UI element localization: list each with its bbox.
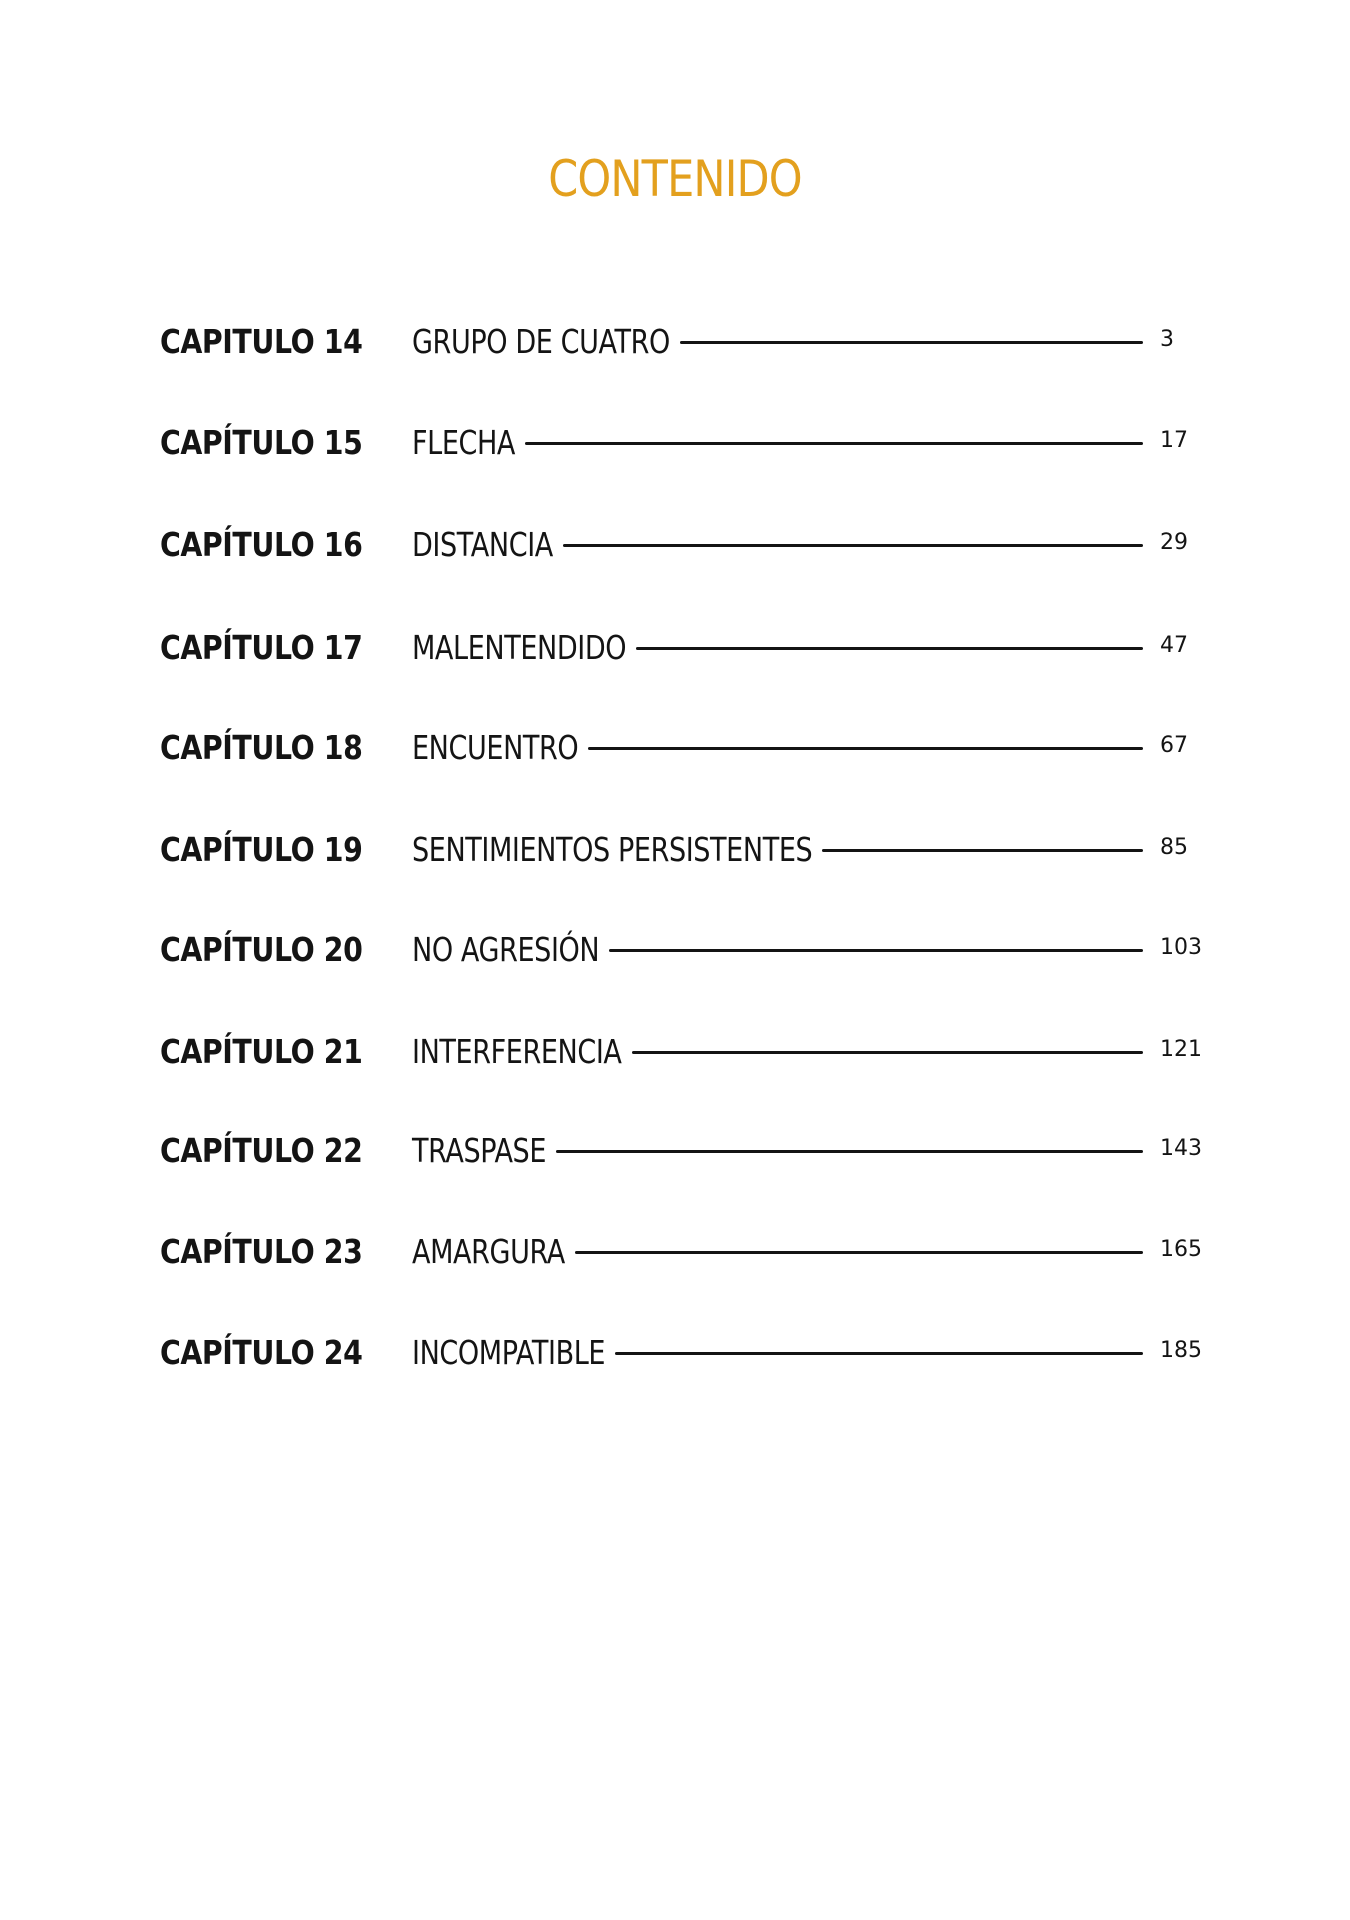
leader-line <box>525 442 1143 445</box>
page-number: 85 <box>1160 835 1188 860</box>
chapter-number: CAPÍTULO 15 <box>160 423 363 462</box>
leader-line <box>822 849 1143 852</box>
chapter-title: SENTIMIENTOS PERSISTENTES <box>412 830 813 869</box>
toc-row[interactable] <box>0 623 1350 673</box>
chapter-number: CAPÍTULO 21 <box>160 1032 363 1071</box>
leader-line <box>609 949 1143 952</box>
chapter-title: AMARGURA <box>412 1232 565 1271</box>
page-number: 165 <box>1160 1237 1202 1262</box>
page-number: 143 <box>1160 1136 1202 1161</box>
chapter-number: CAPITULO 14 <box>160 322 363 361</box>
chapter-title: DISTANCIA <box>412 525 553 564</box>
toc-row[interactable] <box>0 317 1350 367</box>
page-number: 47 <box>1160 633 1188 658</box>
page-number: 3 <box>1160 327 1174 352</box>
page-number: 121 <box>1160 1037 1202 1062</box>
chapter-title: NO AGRESIÓN <box>412 930 600 969</box>
toc-row[interactable] <box>0 418 1350 468</box>
chapter-number: CAPÍTULO 20 <box>160 930 363 969</box>
page-number: 67 <box>1160 733 1188 758</box>
chapter-number: CAPÍTULO 19 <box>160 830 363 869</box>
leader-line <box>575 1251 1143 1254</box>
leader-line <box>680 341 1143 344</box>
chapter-title: FLECHA <box>412 423 516 462</box>
toc-row[interactable] <box>0 925 1350 975</box>
chapter-title: ENCUENTRO <box>412 728 579 767</box>
page-number: 185 <box>1160 1338 1202 1363</box>
toc-row[interactable] <box>0 1126 1350 1176</box>
chapter-title: INCOMPATIBLE <box>412 1333 606 1372</box>
leader-line <box>563 544 1143 547</box>
chapter-number: CAPÍTULO 17 <box>160 628 363 667</box>
toc-row[interactable] <box>0 1328 1350 1378</box>
chapter-number: CAPÍTULO 23 <box>160 1232 363 1271</box>
page-number: 103 <box>1160 935 1202 960</box>
leader-line <box>636 647 1143 650</box>
leader-line <box>632 1051 1143 1054</box>
chapter-title: INTERFERENCIA <box>412 1032 622 1071</box>
leader-line <box>615 1352 1143 1355</box>
page-title: CONTENIDO <box>548 150 802 208</box>
chapter-number: CAPÍTULO 24 <box>160 1333 363 1372</box>
chapter-number: CAPÍTULO 16 <box>160 525 363 564</box>
toc-row[interactable] <box>0 825 1350 875</box>
chapter-number: CAPÍTULO 18 <box>160 728 363 767</box>
leader-line <box>556 1150 1143 1153</box>
page-number: 17 <box>1160 428 1188 453</box>
toc-row[interactable] <box>0 1027 1350 1077</box>
chapter-title: GRUPO DE CUATRO <box>412 322 670 361</box>
toc-row[interactable] <box>0 723 1350 773</box>
page-number: 29 <box>1160 530 1188 555</box>
toc-row[interactable] <box>0 520 1350 570</box>
toc-row[interactable] <box>0 1227 1350 1277</box>
chapter-title: TRASPASE <box>412 1131 547 1170</box>
chapter-title: MALENTENDIDO <box>412 628 627 667</box>
chapter-number: CAPÍTULO 22 <box>160 1131 363 1170</box>
leader-line <box>588 747 1143 750</box>
